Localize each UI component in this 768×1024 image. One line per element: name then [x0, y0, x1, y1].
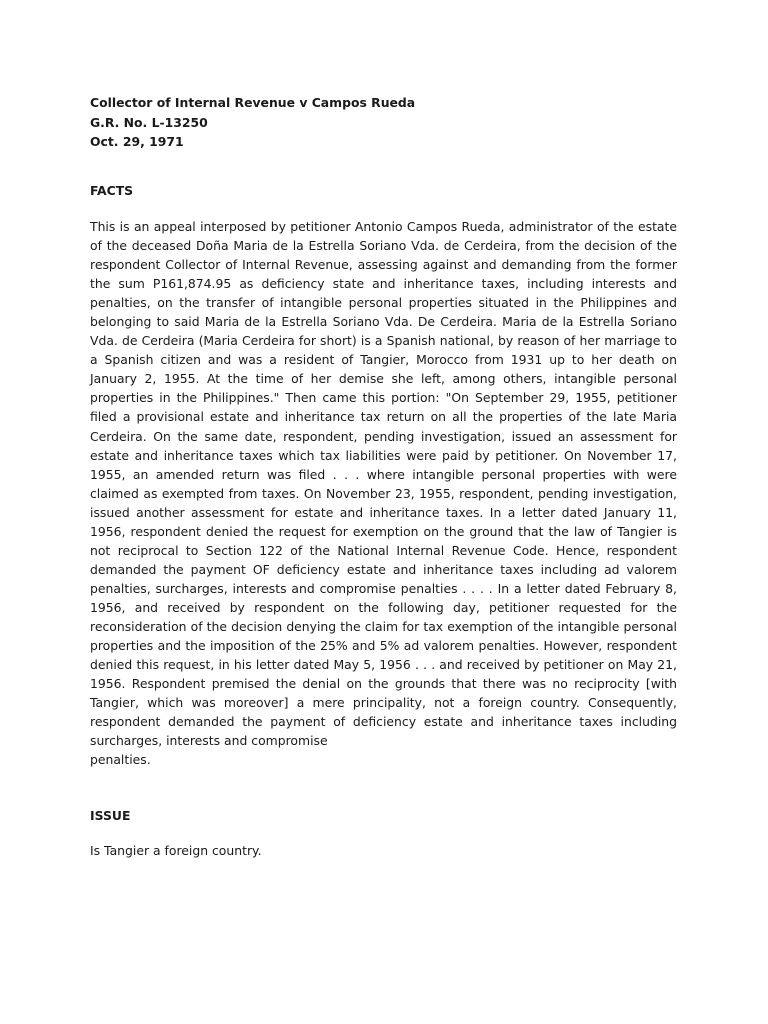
issue-body: Is Tangier a foreign country. [90, 842, 262, 858]
case-date: Oct. 29, 1971 [90, 134, 184, 149]
issue-heading: ISSUE [90, 808, 131, 824]
facts-body: This is an appeal interposed by petitioner Antonio Campos Rueda, administrator of the estate of the deceased Doña Maria de la Estrella Soriano Vda. de Cerdeira, from the decision of the respondent Collector of Internal Revenue, assessing against and demanding from the former the sum P161,874.95 as deficiency state and inheritance taxes, including interests and penalties, on the transfer of intangible personal properties situated in the Philippines and belonging to said Maria de la Estrella Soriano Vda. De Cerdeira. Maria de la Estrella Soriano Vda. de Cerdeira (Maria Cerdeira for short) is a Spanish national, by reason of her marriage to a Spanish citizen and was a resident of Tangier, Morocco from 1931 up to her death on January 2, 1955. At the time of her demise she left, among others, intangible personal properties in the Philippines." Then came this portion: "On September 29, 1955, petitioner filed a provisional estate and inheritance tax return on all the properties of the late Maria Cerdeira. On the same date, respondent, pending investigation, issued an assessment for estate and inheritance taxes which tax liabilities were paid by petitioner. On November 17, 1955, an amended return was filed . . . where intangible personal properties with were claimed as exempted from taxes. On November 23, 1955, respondent, pending investigation, issued another assessment for estate and inheritance taxes. In a letter dated January 11, 1956, respondent denied the request for exemption on the ground that the law of Tangier is not reciprocal to Section 122 of the National Internal Revenue Code. Hence, respondent demanded the payment OF deficiency estate and inheritance taxes including ad valorem penalties, surcharges, interests and compromise penalties . . . . In a letter dated February 8, 1956, and received by respondent on the following day, petitioner requested for the reconsideration of the decision denying the claim for tax exemption of the intangible personal properties and the imposition of the 25% and 5% ad valorem penalties. However, respondent denied this request, in his letter dated May 5, 1956 . . . and received by petitioner on May 21, 1956. Respondent premised the denial on the grounds that there was no reciprocity [with Tangier, which was moreover] a mere principality, not a foreign country. Consequently, respondent demanded the payment of deficiency estate and inheritance taxes including surcharges, interests and compromise [90, 219, 677, 749]
case-number: G.R. No. L-13250 [90, 114, 208, 130]
facts-heading: FACTS [90, 182, 134, 198]
case-title: Collector of Internal Revenue v Campos Rueda [90, 95, 416, 110]
document-page [90, 93, 677, 860]
case-header [90, 93, 677, 152]
facts-body-last-line: penalties. [90, 752, 151, 768]
facts-paragraph [90, 217, 677, 769]
